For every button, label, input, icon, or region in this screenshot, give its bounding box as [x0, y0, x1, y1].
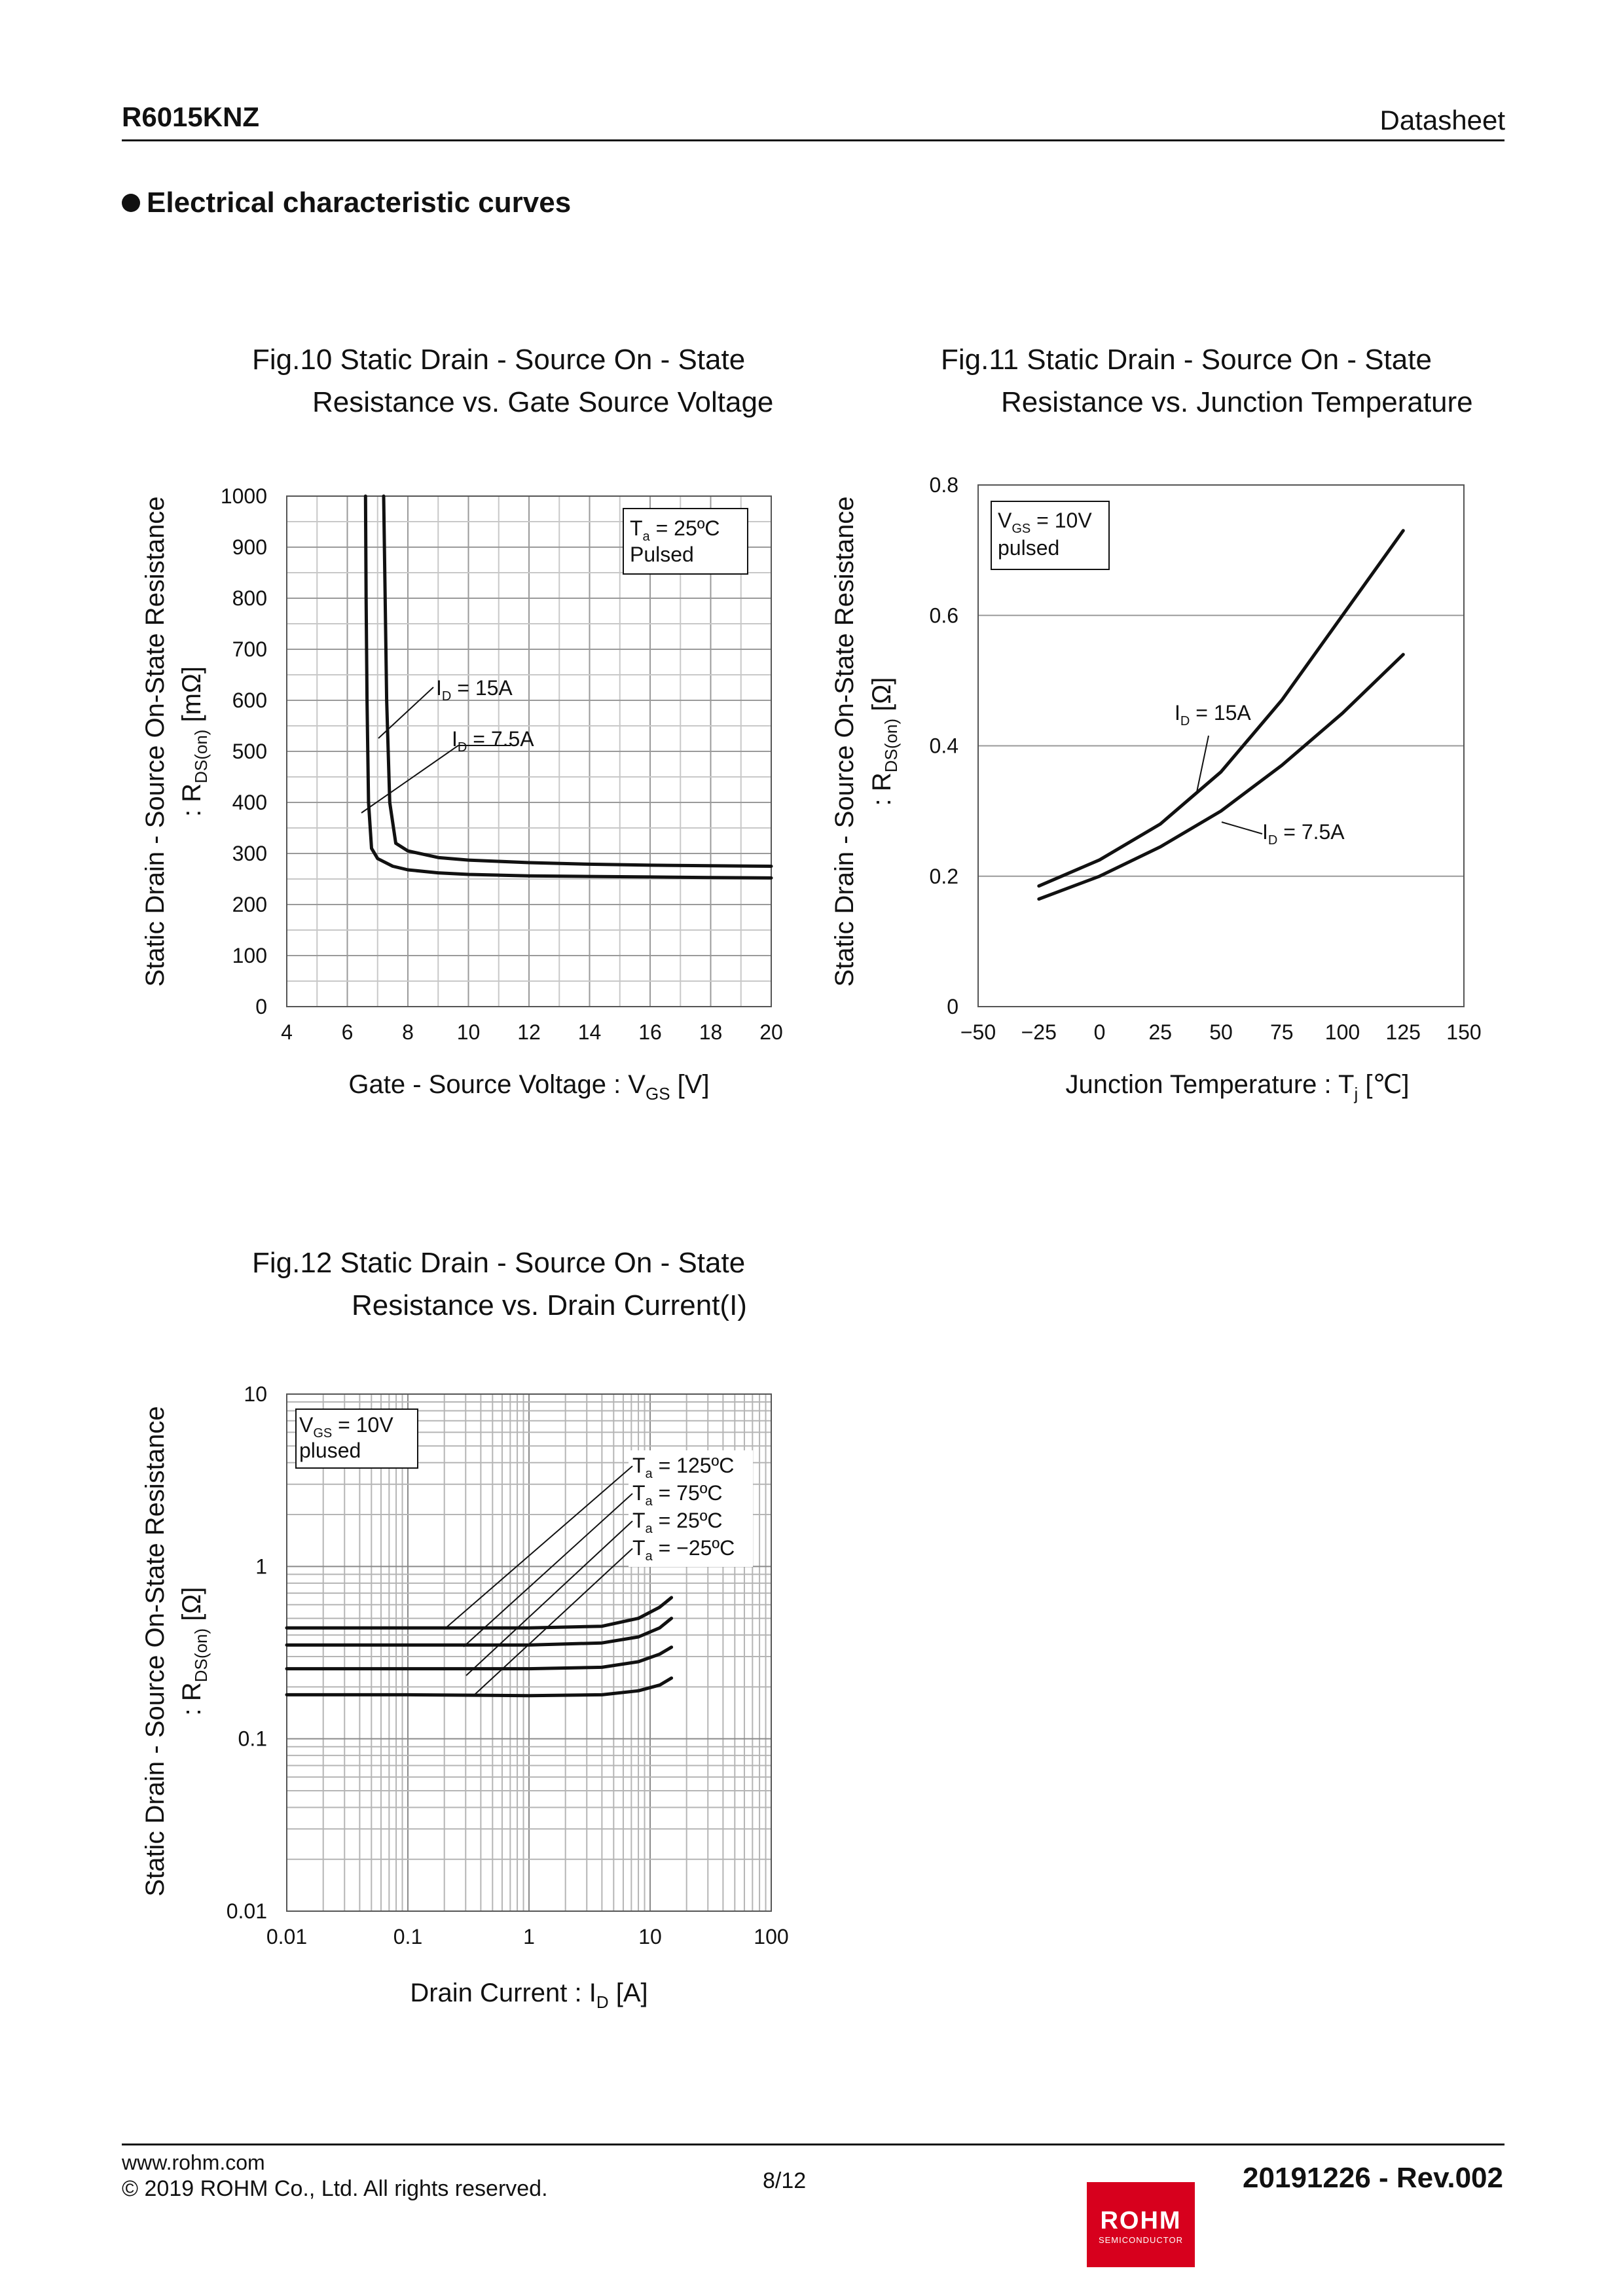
fig12-y-axis-label: Static Drain - Source On-State Resistance: [141, 1406, 170, 1897]
fig12-x-tick-label: 1: [523, 1925, 535, 1948]
footer-rule: [122, 2144, 1504, 2145]
fig12-x-tick-label: 0.1: [393, 1925, 423, 1948]
fig10-title-line2: Resistance vs. Gate Source Voltage: [312, 386, 774, 418]
fig12-title-line2: Resistance vs. Drain Current(I): [352, 1289, 747, 1321]
fig12-legend-line1: $V_{GS} = 10V$: [299, 1413, 393, 1441]
fig10-title-line1: Fig.10 Static Drain - Source On - State: [252, 344, 746, 376]
fig12-leader-25: [466, 1521, 632, 1676]
fig12-y-tick-label: 1: [255, 1554, 267, 1579]
fig12-y-axis-label-2: : $R_{DS(on)}$ [Ω]: [177, 1587, 211, 1716]
fig10-y-tick-label: 700: [232, 637, 267, 661]
footer-copyright: © 2019 ROHM Co., Ltd. All rights reserved.: [122, 2176, 548, 2201]
fig11-legend-line2: pulsed: [998, 536, 1060, 560]
page-number: 8/12: [763, 2168, 807, 2193]
fig11-y-axis-label-2: : $R_{DS(on)}$ [Ω]: [867, 677, 901, 806]
fig10-legend-line1: $T_a$ = 25ºC: [630, 516, 720, 544]
fig12-x-tick-label: 100: [754, 1925, 789, 1948]
fig11-y-ticks: [930, 473, 958, 1018]
fig11-title-line2: Resistance vs. Junction Temperature: [1001, 386, 1473, 418]
revision: 20191226 - Rev.002: [1243, 2162, 1503, 2194]
fig10-x-tick-label: 12: [517, 1020, 541, 1044]
fig12-temperature-labels: [629, 1450, 753, 1567]
fig12-y-tick-label: 10: [244, 1382, 267, 1406]
fig10-x-axis-label: Gate - Source Voltage : $V_{GS}$ [V]: [348, 1070, 710, 1103]
fig12-label-25: $T_a$ = 25ºC: [632, 1509, 723, 1536]
fig10-y-ticks: [221, 484, 267, 1018]
fig11-x-tick-label: 25: [1148, 1020, 1173, 1044]
fig10-x-tick-label: 14: [577, 1020, 602, 1044]
fig10-y-axis-label-2: : $R_{DS(on)}$ [mΩ]: [177, 666, 211, 817]
fig11-y-tick-label: 0.6: [929, 603, 958, 628]
rohm-logo-subtext: SEMICONDUCTOR: [1098, 2235, 1184, 2245]
fig10-y-tick-label: 800: [232, 586, 267, 610]
fig11-x-axis-label: Junction Temperature : $T_j$ [℃]: [1065, 1070, 1410, 1103]
fig10-x-ticks: [281, 1020, 783, 1044]
fig12-x-tick-label: 10: [638, 1925, 662, 1948]
fig12-label-75: $T_a$ = 75ºC: [632, 1481, 723, 1509]
fig10-y-tick-label: 200: [232, 893, 267, 916]
fig11-chart: [830, 473, 1482, 1103]
fig10-y-tick-label: 500: [232, 740, 267, 763]
fig10-y-tick-label: 1000: [220, 484, 267, 508]
fig11-x-tick-label: 0: [1093, 1020, 1106, 1044]
fig12-y-ticks: [227, 1382, 267, 1923]
fig12-legend-line2: plused: [299, 1439, 361, 1462]
fig12-leader-minus25: [474, 1549, 632, 1695]
fig10-y-tick-label: 0: [255, 995, 267, 1018]
fig12-label-minus25: $T_a$ = −25ºC: [632, 1536, 735, 1564]
fig11-y-tick-label: 0: [947, 995, 958, 1018]
rohm-logo-text: ROHM: [1100, 2207, 1182, 2234]
fig10-legend-line2: Pulsed: [630, 543, 694, 566]
footer-url[interactable]: www.rohm.com: [122, 2151, 265, 2174]
fig10-y-tick-label: 600: [232, 689, 267, 712]
fig12-x-ticks: [266, 1925, 789, 1948]
fig12-label-125: $T_a$ = 125ºC: [632, 1454, 735, 1481]
fig10-x-tick-label: 20: [759, 1020, 783, 1044]
fig11-x-tick-label: 50: [1209, 1020, 1233, 1044]
fig11-x-tick-label: −25: [1021, 1020, 1057, 1044]
fig12-x-tick-label: 0.01: [266, 1925, 308, 1948]
fig11-label-7-5a: $I_D = 7.5A$: [1262, 820, 1345, 848]
fig10-y-tick-label: 300: [232, 842, 267, 865]
document-id: R6015KNZ: [122, 101, 260, 132]
fig11-x-tick-label: 125: [1385, 1020, 1421, 1044]
fig11-x-tick-label: 100: [1324, 1020, 1360, 1044]
fig12-x-axis-label: Drain Current : $I_D$ [A]: [410, 1979, 648, 2012]
fig10-x-tick-label: 10: [456, 1020, 481, 1044]
fig11-x-tick-label: −50: [960, 1020, 996, 1044]
fig11-x-tick-label: 75: [1269, 1020, 1294, 1044]
fig11-y-tick-label: 0.8: [929, 473, 958, 497]
fig10-x-tick-label: 4: [281, 1020, 293, 1044]
fig11-y-tick-label: 0.4: [929, 734, 958, 758]
fig12-y-tick-label: 0.01: [226, 1899, 267, 1923]
fig11-y-tick-label: 0.2: [929, 864, 958, 888]
fig10-x-tick-label: 16: [638, 1020, 662, 1044]
fig11-x-tick-label: 150: [1446, 1020, 1482, 1044]
section-title: Electrical characteristic curves: [147, 187, 572, 219]
fig10-x-tick-label: 8: [402, 1020, 414, 1044]
fig12-title-line1: Fig.12 Static Drain - Source On - State: [252, 1247, 746, 1279]
fig10-label-7-5a: $I_D = 7.5A$: [452, 727, 534, 755]
rohm-logo: [1087, 2182, 1195, 2267]
fig11-leader-7-5a: [1222, 822, 1262, 834]
document-type: Datasheet: [1379, 105, 1505, 135]
fig10-y-tick-label: 400: [232, 791, 267, 814]
fig11-x-ticks: [960, 1020, 1482, 1044]
fig10-x-tick-label: 18: [699, 1020, 723, 1044]
fig12-y-tick-label: 0.1: [238, 1727, 267, 1751]
fig11-title-line1: Fig.11 Static Drain - Source On - State: [941, 344, 1432, 376]
fig10-y-tick-label: 100: [232, 944, 267, 967]
fig12-chart: [141, 1382, 789, 2012]
fig11-label-15a: $I_D = 15A$: [1175, 701, 1251, 728]
fig11-legend-line1: $V_{GS} = 10V$: [998, 509, 1092, 536]
fig11-y-axis-label: Static Drain - Source On-State Resistance: [830, 496, 859, 987]
fig10-y-axis-label: Static Drain - Source On-State Resistance: [141, 496, 170, 987]
fig10-chart: [141, 484, 783, 1103]
fig10-label-15a: $I_D = 15A$: [436, 676, 513, 704]
fig10-y-tick-label: 900: [232, 535, 267, 559]
fig10-x-tick-label: 6: [341, 1020, 354, 1044]
